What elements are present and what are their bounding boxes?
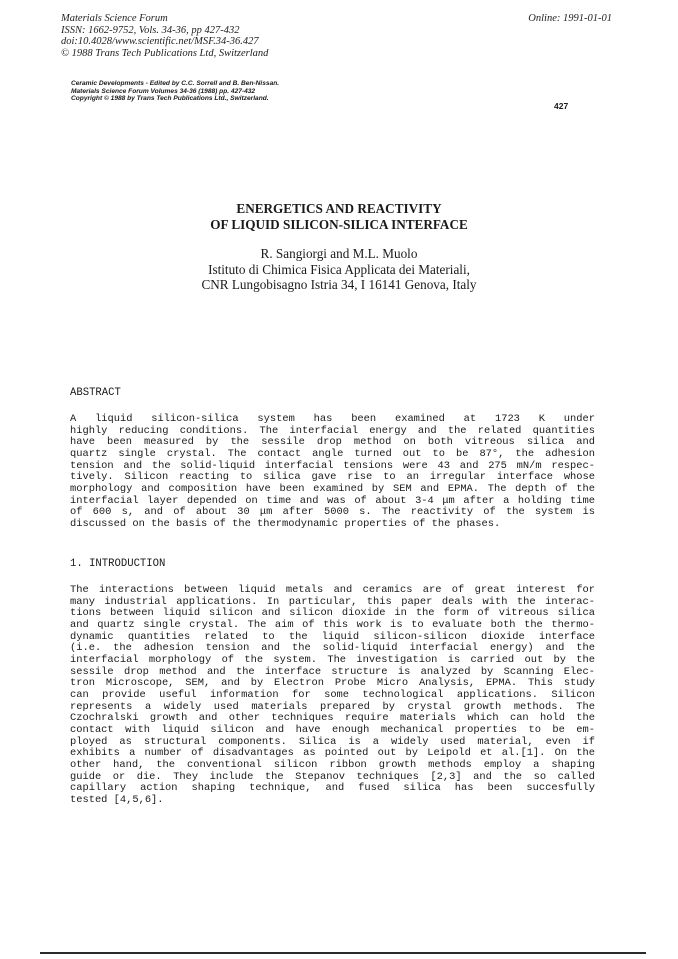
journal-copyright: © 1988 Trans Tech Publications Ltd, Switzerland [61,47,269,59]
introduction-line: tron Microscope, SEM, and by Electron Probe Micro Analysis, EPMA. This study [70,677,595,690]
introduction-line: sessile drop method and the interface structure is analyzed by Scanning Elec- [70,665,595,678]
paper-title [0,201,678,232]
abstract-body [70,414,595,531]
abstract-line: tively. Silicon reacting to silica gave rise to an irregular interface whose [70,471,595,484]
introduction-line: tions between liquid silicon and silicon dioxide in the form of vitreous silica [70,607,595,620]
page-bottom-rule [40,952,646,954]
citation-line: Copyright © 1988 by Trans Tech Publications Ltd., Switzerland. [71,95,269,103]
online-date: Online: 1991-01-01 [528,13,612,24]
introduction-line: interfacial morphology of the system. The investigation is carried out by the [70,653,595,666]
abstract-heading: ABSTRACT [70,387,121,399]
abstract-line: A liquid silicon-silica system has been examined at 1723 K under [70,413,595,425]
abstract-line: morphology and composition have been examined by SEM and EPMA. The depth of the [70,482,595,495]
introduction-line: contact with liquid silicon and have enough mechanical properties to be em- [70,723,595,736]
introduction-line: capillary action shaping technique, and fused silica has been succesfully [70,782,595,795]
abstract-line: discussed on the basis of the thermodynamic properties of the phases. [70,517,501,530]
abstract-line: interfacial layer depended on time and was of about 3-4 μm after a holding time [70,494,595,507]
title-line: OF LIQUID SILICON-SILICA INTERFACE [210,216,468,232]
abstract-line: have been measured by the sessile drop method on both vitreous silica and [70,436,595,449]
citation-line: Materials Science Forum Volumes 34-36 (1988) pp. 427-432 [71,87,256,95]
introduction-line: and quartz single crystal. The aim of this work is to evaluate both the thermo- [70,618,595,631]
author-block [0,246,678,293]
introduction-line: Czochralski growth and other techniques require materials which can hold the [70,712,595,725]
author-names: R. Sangiorgi and M.L. Muolo [260,246,418,261]
introduction-line: exhibits a number of disadvantages as pointed out by Leipold et al.[1]. On the [70,747,595,760]
journal-doi: doi:10.4028/www.scientific.net/MSF.34-36.427 [61,36,259,47]
citation-block [71,80,279,103]
introduction-heading: 1. INTRODUCTION [70,558,166,570]
abstract-line: quartz single crystal. The contact angle turned out to be 87°, the adhesion [70,447,595,460]
introduction-line: dynamic quantities related to the liquid silicon-silicon dioxide interface [70,630,595,643]
introduction-line: tested [4,5,6]. [70,793,164,806]
introduction-body [70,585,595,806]
introduction-line: other hand, the conventional silicon ribbon growth methods employ a shaping [70,758,595,771]
title-line: ENERGETICS AND REACTIVITY [236,201,442,216]
abstract-line: highly reducing conditions. The interfacial energy and the related quantities [70,424,595,437]
abstract-line: of 600 s, and of about 30 μm after 5000 s. The reactivity of the system is [70,506,595,519]
affiliation-line: CNR Lungobisagno Istria 34, I 16141 Genova, Italy [201,277,477,292]
introduction-line: can provide useful information for some technological applications. Silicon [70,688,595,701]
introduction-line: (i.e. the adhesion tension and the solid-liquid interfacial energy) and the [70,642,595,655]
affiliation-line: Istituto di Chimica Fisica Applicata dei Materiali, [208,261,470,277]
journal-metadata [61,13,268,59]
introduction-line: many industrial applications. In particular, this paper deals with the interac- [70,595,595,608]
journal-name: Materials Science Forum [61,13,168,24]
abstract-line: tension and the solid-liquid interfacial tensions were 43 and 275 mN/m respec- [70,459,595,472]
citation-line: Ceramic Developments - Edited by C.C. Sorrell and B. Ben-Nissan. [71,80,280,87]
journal-issn: ISSN: 1662-9752, Vols. 34-36, pp 427-432 [61,24,240,36]
page-number: 427 [554,101,569,111]
introduction-line: represents a widely used materials prepared by crystal growth methods. The [70,700,595,713]
introduction-line: ployed as structural components. Silica is a widely used material, even if [70,735,595,748]
introduction-line: guide or die. They include the Stepanov techniques [2,3] and the so called [70,770,595,783]
introduction-line: The interactions between liquid metals and ceramics are of great interest for [70,584,595,596]
